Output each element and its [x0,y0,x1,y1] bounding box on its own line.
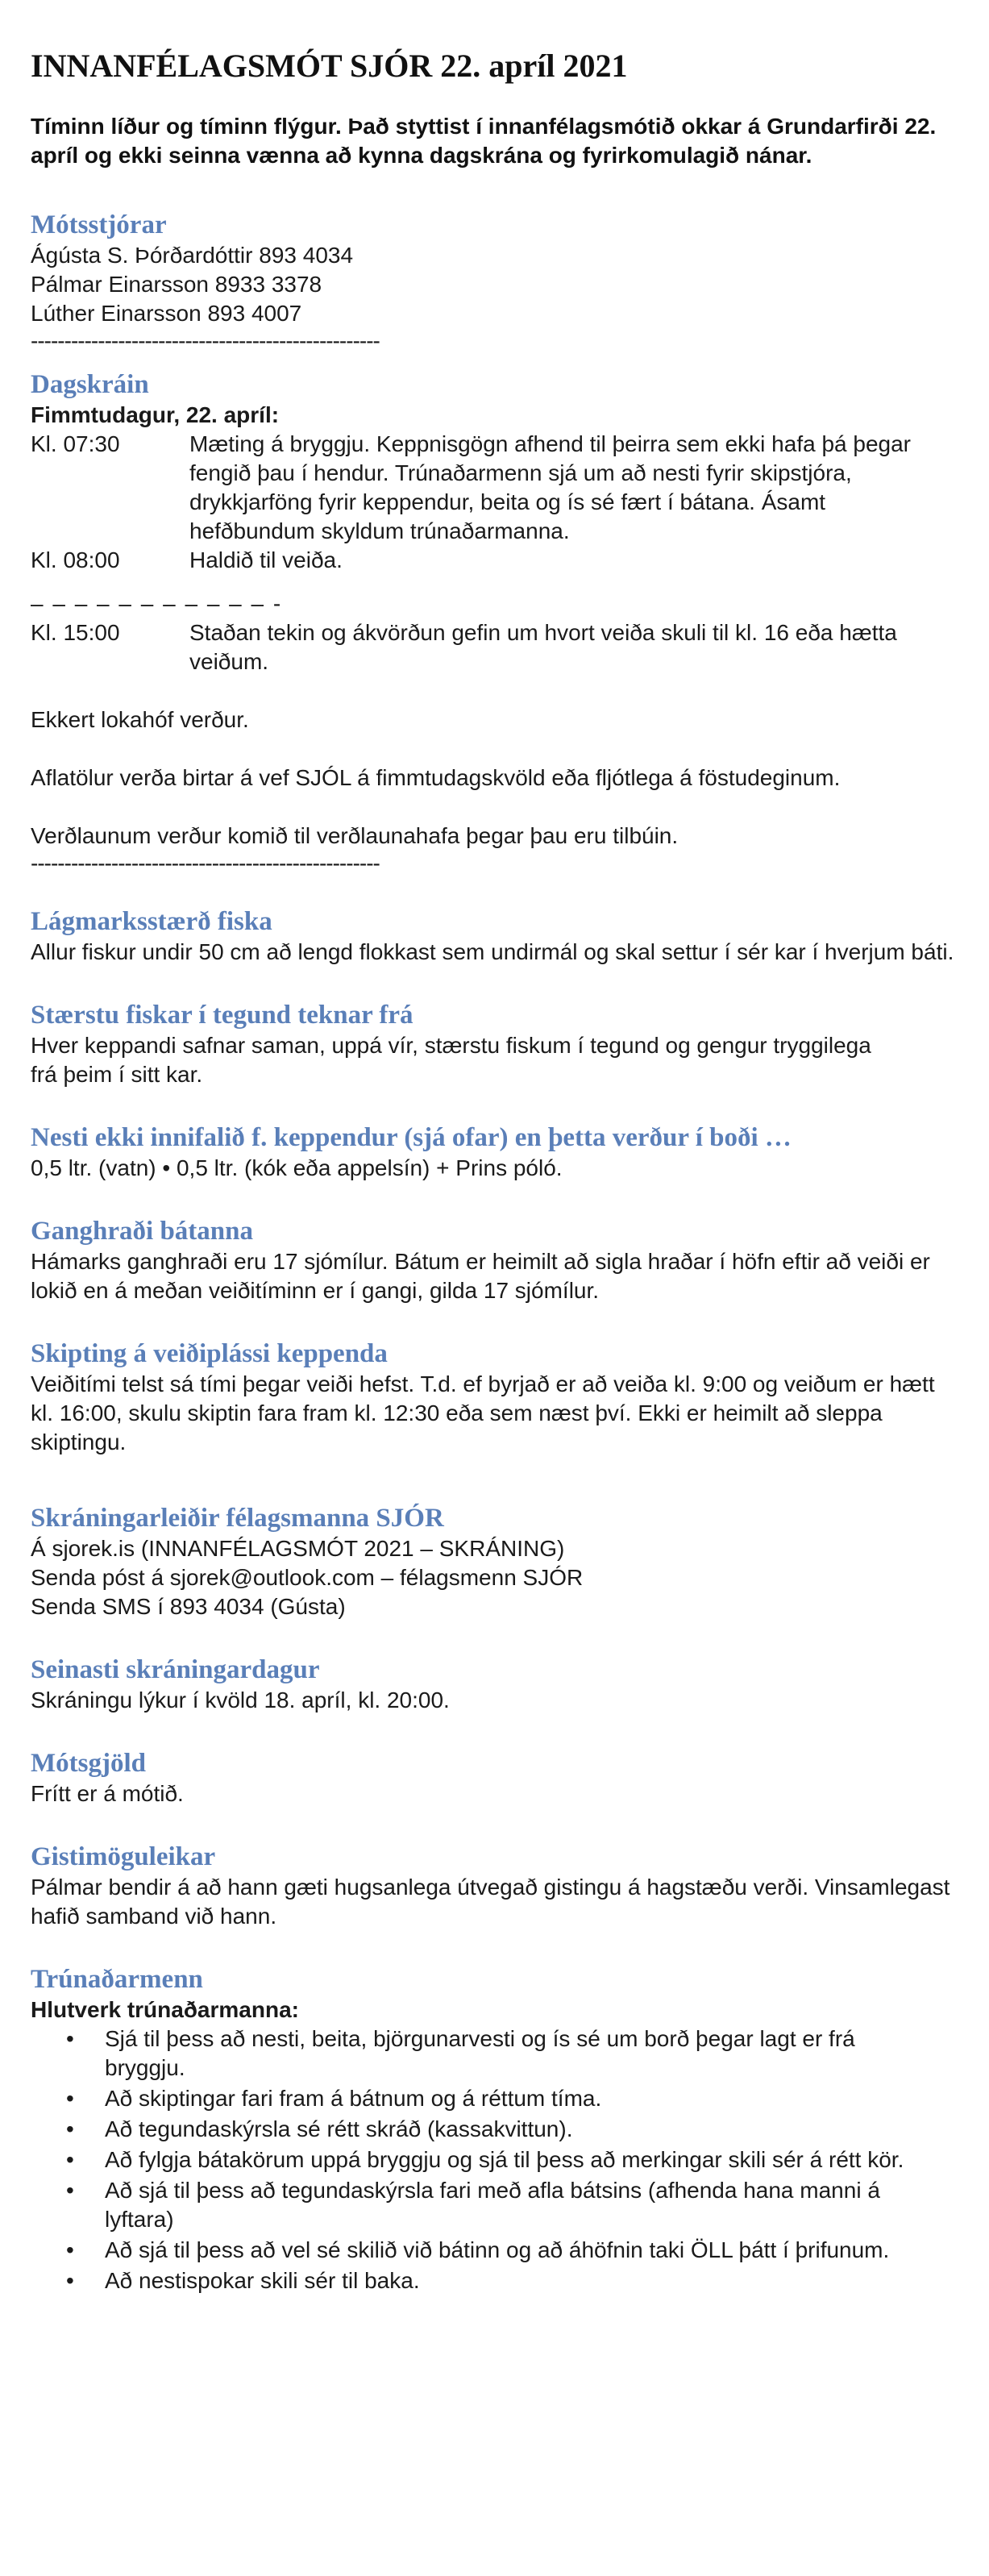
section-text: Hver keppandi safnar saman, uppá vír, stærstu fiskum í tegund og gengur tryggilega frá þeim í sitt kar. [31,1033,871,1087]
section-text: Senda SMS í 893 4034 (Gústa) [31,1594,346,1619]
section-heading: Stærstu fiskar í tegund teknar frá [31,1001,413,1030]
section-text: Senda póst á sjorek@outlook.com – félagsmenn SJÓR [31,1565,584,1590]
section-skipting [31,1338,958,1457]
section-text: Skráningu lýkur í kvöld 18. apríl, kl. 20:00. [31,1688,450,1712]
section-heading: Ganghraði bátanna [31,1217,253,1246]
section-seinasti-dagur [31,1654,958,1715]
section-ganghradi [31,1215,958,1305]
section-heading: Skipting á veiðiplássi keppenda [31,1339,388,1368]
schedule-text: Mæting á bryggju. Keppnisgögn afhend til þeirra sem ekki hafa þá þegar fengið þau í hendur. Trúnaðarmenn sjá um að nesti fyrir skipstjóra, drykkjarföng fyrir keppendur, beita og ís sé fært í bátana. Ásamt hefðbundum skyldum trúnaðarmanna. [189,431,911,543]
schedule-row [31,546,958,575]
section-motsgjold [31,1747,958,1808]
dagskra-note: Aflatölur verða birtar á vef SJÓL á fimmtudagskvöld eða fljótlega á föstudeginum. [31,765,841,790]
section-text: 0,5 ltr. (vatn) • 0,5 ltr. (kók eða appelsín) + Prins póló. [31,1155,563,1180]
dagskra-heading: Dagskráin [31,370,149,399]
list-item: • Að tegundaskýrsla sé rétt skráð (kassakvittun). [105,2115,958,2144]
motsstjorar-section [31,209,958,354]
section-lagmarksstaerd [31,905,958,967]
dagskra-section [31,368,958,876]
section-nesti [31,1122,958,1183]
section-text: Veiðitími telst sá tími þegar veiði hefst. T.d. ef byrjað er að veiða kl. 9:00 og veiðum er hætt kl. 16:00, skulu skiptin fara fram kl. 12:30 eða sem næst því. Ekki er heimilt að sleppa skiptingu. [31,1371,935,1454]
section-text: Pálmar bendir á að hann gæti hugsanlega útvegað gistingu á hagstæðu verði. Vinsamlegast hafið samband við hann. [31,1875,950,1929]
schedule-time: Kl. 15:00 [31,620,120,645]
section-trunadarmenn [31,1963,958,2295]
section-text: Á sjorek.is (INNANFÉLAGSMÓT 2021 – SKRÁNING) [31,1536,565,1561]
section-gistimoguleikar [31,1841,958,1931]
section-text: Frítt er á mótið. [31,1781,184,1806]
dagskra-note: Verðlaunum verður komið til verðlaunahafa þegar þau eru tilbúin. [31,823,679,848]
motsstjori-line: Ágústa S. Þórðardóttir 893 4034 [31,243,354,268]
list-item: • Að sjá til þess að tegundaskýrsla fari með afla bátsins (afhenda hana manni á lyftara) [105,2176,958,2234]
page-title: INNANFÉLAGSMÓT SJÓR 22. apríl 2021 [31,48,628,84]
section-staerstu-fiskar [31,999,958,1089]
schedule-row [31,430,958,546]
motsstjori-line: Lúther Einarsson 893 4007 [31,301,302,326]
schedule-text: Staðan tekin og ákvörðun gefin um hvort veiða skuli til kl. 16 eða hætta veiðum. [189,620,897,674]
schedule-time: Kl. 07:30 [31,431,120,456]
dagskra-day: Fimmtudagur, 22. apríl: [31,402,280,427]
section-heading: Seinasti skráningardagur [31,1655,320,1684]
duties-list [31,2025,958,2295]
section-heading: Lágmarksstærð fiska [31,907,272,936]
trunadarmenn-heading: Trúnaðarmenn [31,1965,203,1994]
list-item: • Að fylgja bátakörum uppá bryggju og sjá til þess að merkingar skili sér á rétt kör. [105,2145,958,2174]
section-heading: Nesti ekki innifalið f. keppendur (sjá ofar) en þetta verður í boði … [31,1123,792,1152]
divider-line: ---------------------------------------------------- [31,328,380,353]
short-divider: – – – – – – – – – – – - [31,591,283,616]
section-skraningarleidir [31,1502,958,1621]
list-item: • Sjá til þess að nesti, beita, björgunarvesti og ís sé um borð þegar lagt er frá bryggju. [105,2025,958,2083]
section-text: Hámarks ganghraði eru 17 sjómílur. Bátum er heimilt að sigla hraðar í höfn eftir að veiði er lokið en á meðan veiðitíminn er í gangi, gilda 17 sjómílur. [31,1249,930,1303]
motsstjorar-heading: Mótsstjórar [31,210,167,239]
list-item: • Að skiptingar fari fram á bátnum og á réttum tíma. [105,2084,958,2113]
schedule-time: Kl. 08:00 [31,547,120,572]
list-item: • Að nestispokar skili sér til baka. [105,2266,958,2295]
section-heading: Mótsgjöld [31,1749,146,1778]
list-item: • Að sjá til þess að vel sé skilið við bátinn og að áhöfnin taki ÖLL þátt í þrifunum. [105,2236,958,2265]
schedule-text: Haldið til veiða. [189,547,343,572]
trunadarmenn-sub: Hlutverk trúnaðarmanna: [31,1997,299,2022]
intro-paragraph: Tíminn líður og tíminn flýgur. Það styttist í innanfélagsmótið okkar á Grundarfirði 22. apríl og ekki seinna vænna að kynna dagskrána og fyrirkomulagið nánar. [31,114,937,168]
section-heading: Gistimöguleikar [31,1842,216,1871]
motsstjori-line: Pálmar Einarsson 8933 3378 [31,272,322,297]
section-heading: Skráningarleiðir félagsmanna SJÓR [31,1504,444,1533]
schedule-row [31,618,958,676]
section-text: Allur fiskur undir 50 cm að lengd flokkast sem undirmál og skal settur í sér kar í hverjum báti. [31,939,954,964]
divider-line: ---------------------------------------------------- [31,851,380,876]
dagskra-note: Ekkert lokahóf verður. [31,707,249,732]
